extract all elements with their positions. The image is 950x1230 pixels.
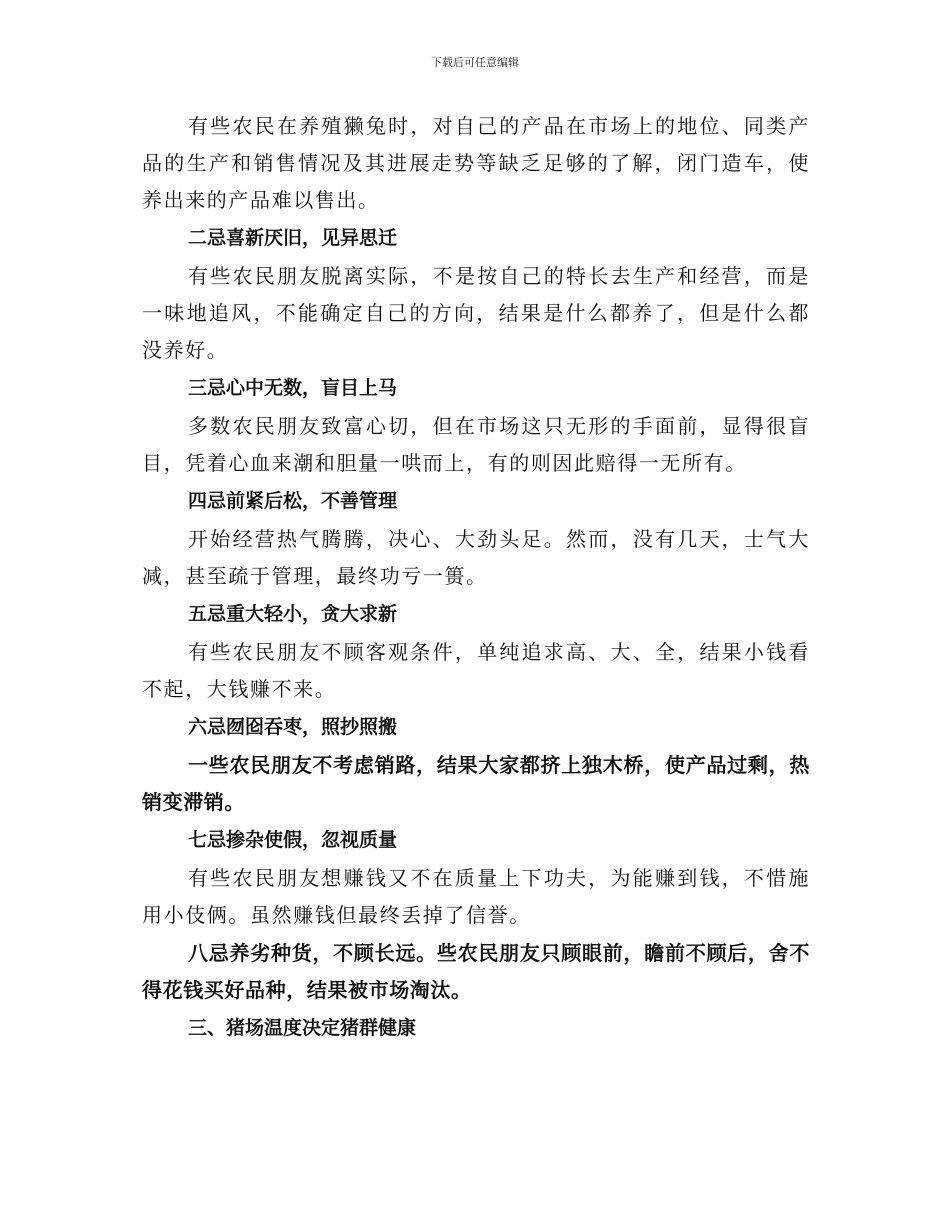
paragraph-6-bold: 一些农民朋友不考虑销路，结果大家都挤上独木桥，使产品过剩，热销变滞销。 xyxy=(142,753,810,814)
section-heading-5: 五忌重大轻小，贪大求新 xyxy=(188,603,398,625)
page-header: 下载后可任意编辑 xyxy=(431,56,519,69)
paragraph-2: 有些农民朋友脱离实际，不是按自己的特长去生产和经营，而是一味地追风，不能确定自己的方向，结果是什么都养了，但是什么都没养好。 xyxy=(142,264,810,362)
paragraph-3: 多数农民朋友致富心切，但在市场这只无形的手面前，显得很盲目，凭着心血来潮和胆量一哄而上，有的则因此赔得一无所有。 xyxy=(142,414,810,475)
section-heading-3: 三忌心中无数，盲目上马 xyxy=(188,377,398,399)
paragraph-8-bold: 八忌养劣种货，不顾长远。些农民朋友只顾眼前，瞻前不顾后，舍不得花钱买好品种，结果被市场淘汰。 xyxy=(142,941,810,1002)
paragraph-intro: 有些农民在养殖獭兔时，对自己的产品在市场上的地位、同类产品的生产和销售情况及其进展走势等缺乏足够的了解，闭门造车，使养出来的产品难以售出。 xyxy=(142,114,810,212)
paragraph-7: 有些农民朋友想赚钱又不在质量上下功夫，为能赚到钱，不惜施用小伎俩。虽然赚钱但最终丢掉了信誉。 xyxy=(142,866,810,927)
section-heading-6: 六忌囫囵吞枣，照抄照搬 xyxy=(188,716,398,738)
document-body xyxy=(142,108,810,1048)
section-heading-7: 七忌掺杂使假，忽视质量 xyxy=(188,829,398,851)
paragraph-4: 开始经营热气腾腾，决心、大劲头足。然而，没有几天，士气大减，甚至疏于管理，最终功亏一篑。 xyxy=(142,527,810,588)
paragraph-5: 有些农民朋友不顾客观条件，单纯追求高、大、全，结果小钱看不起，大钱赚不来。 xyxy=(142,640,810,701)
section-heading-2: 二忌喜新厌旧，见异思迁 xyxy=(188,227,398,249)
section-heading-pig-temperature: 三、猪场温度决定猪群健康 xyxy=(188,1017,417,1039)
section-heading-4: 四忌前紧后松，不善管理 xyxy=(188,490,398,512)
